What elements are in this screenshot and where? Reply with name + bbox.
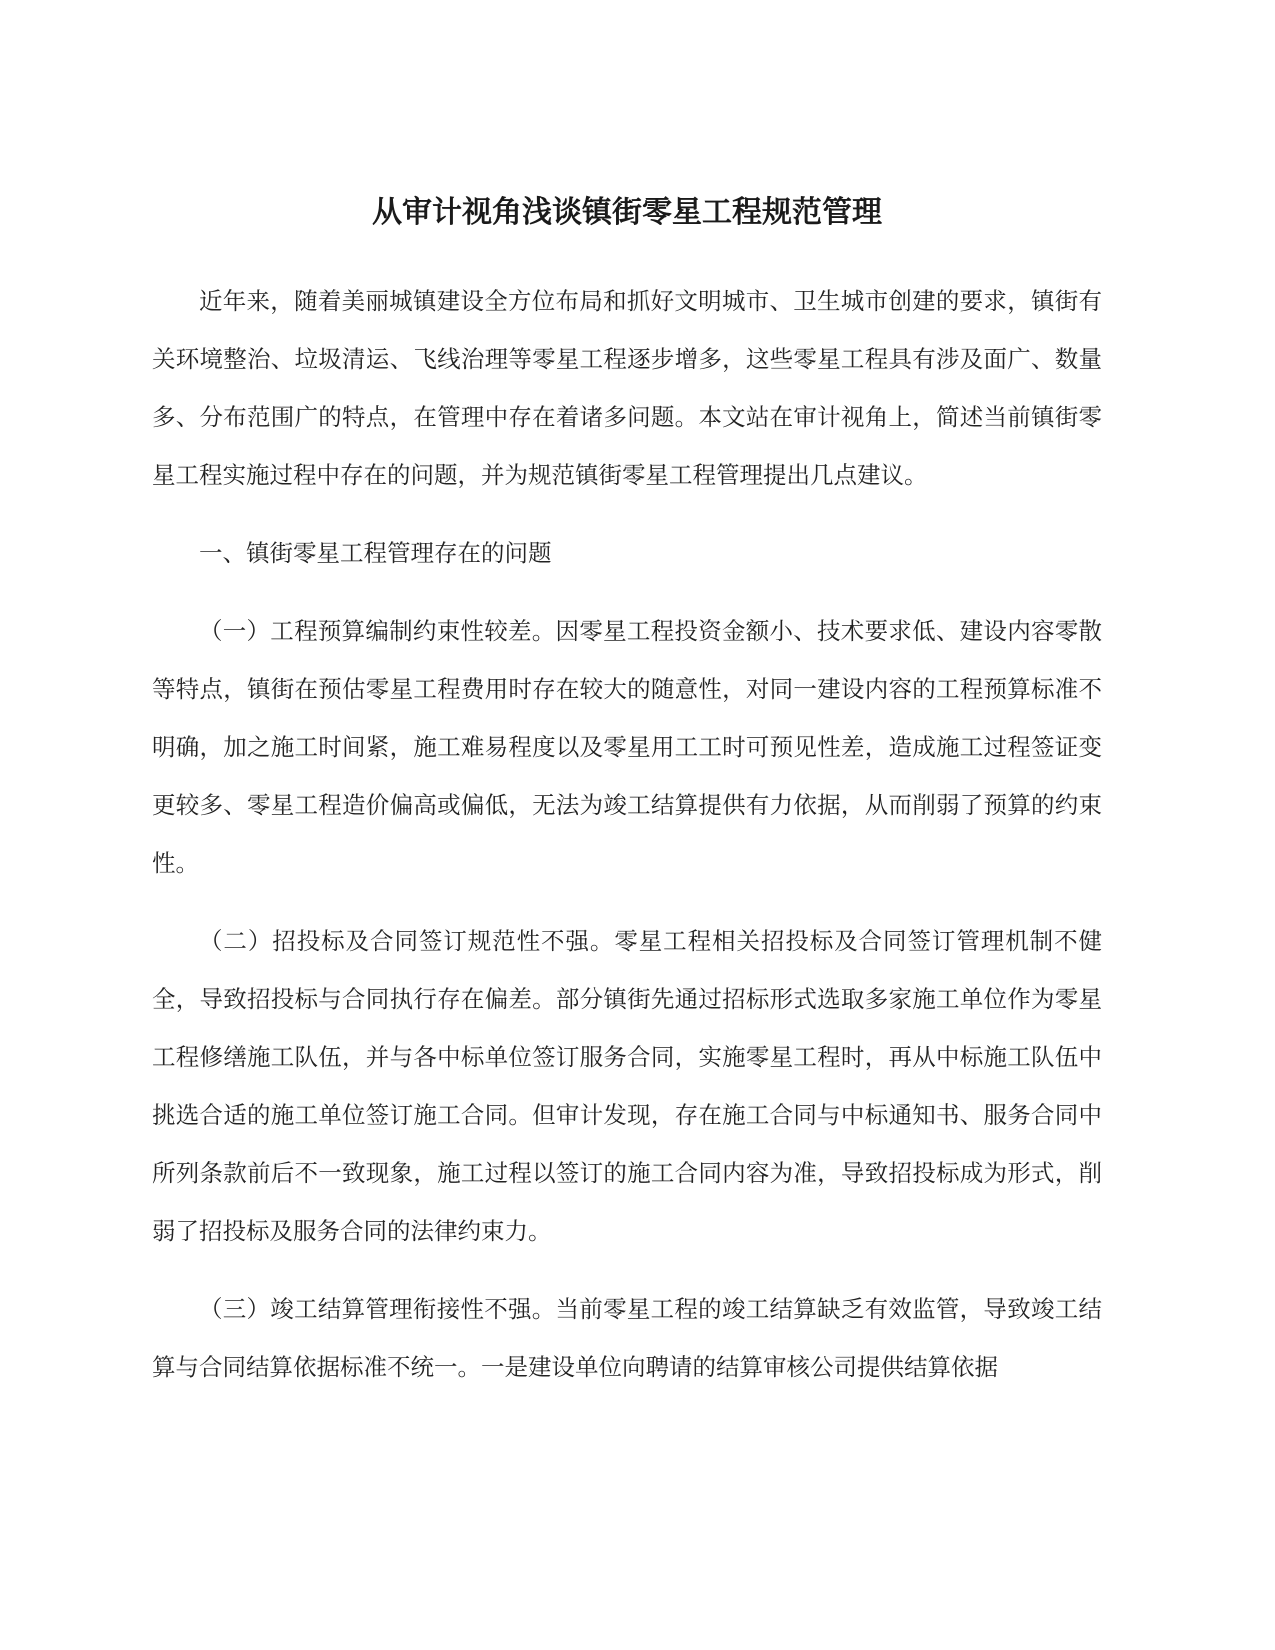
document-title: 从审计视角浅谈镇街零星工程规范管理 <box>372 195 882 230</box>
document-body <box>152 188 1102 1416</box>
issue-paragraph-2: （二）招投标及合同签订规范性不强。零星工程相关招投标及合同签订管理机制不健全，导致招投标与合同执行存在偏差。部分镇街先通过招标形式选取多家施工单位作为零星工程修缮施工队伍，并与各中标单位签订服务合同，实施零星工程时，再从中标施工队伍中挑选合适的施工单位签订施工合同。但审计发现，存在施工合同与中标通知书、服务合同中所列条款前后不一致现象，施工过程以签订的施工合同内容为准，导致招投标成为形式，削弱了招投标及服务合同的法律约束力。 <box>152 927 1102 1245</box>
intro-paragraph: 近年来，随着美丽城镇建设全方位布局和抓好文明城市、卫生城市创建的要求，镇街有关环境整治、垃圾清运、飞线治理等零星工程逐步增多，这些零星工程具有涉及面广、数量多、分布范围广的特点，在管理中存在着诸多问题。本文站在审计视角上，简述当前镇街零星工程实施过程中存在的问题，并为规范镇街零星工程管理提出几点建议。 <box>152 287 1102 489</box>
section-heading-1: 一、镇街零星工程管理存在的问题 <box>199 539 552 567</box>
issue-paragraph-3: （三）竣工结算管理衔接性不强。当前零星工程的竣工结算缺乏有效监管，导致竣工结算与合同结算依据标准不统一。一是建设单位向聘请的结算审核公司提供结算依据 <box>152 1295 1102 1381</box>
issue-paragraph-1: （一）工程预算编制约束性较差。因零星工程投资金额小、技术要求低、建设内容零散等特点，镇街在预估零星工程费用时存在较大的随意性，对同一建设内容的工程预算标准不明确，加之施工时间紧，施工难易程度以及零星用工工时可预见性差，造成施工过程签证变更较多、零星工程造价偏高或偏低，无法为竣工结算提供有力依据，从而削弱了预算的约束性。 <box>152 617 1102 877</box>
